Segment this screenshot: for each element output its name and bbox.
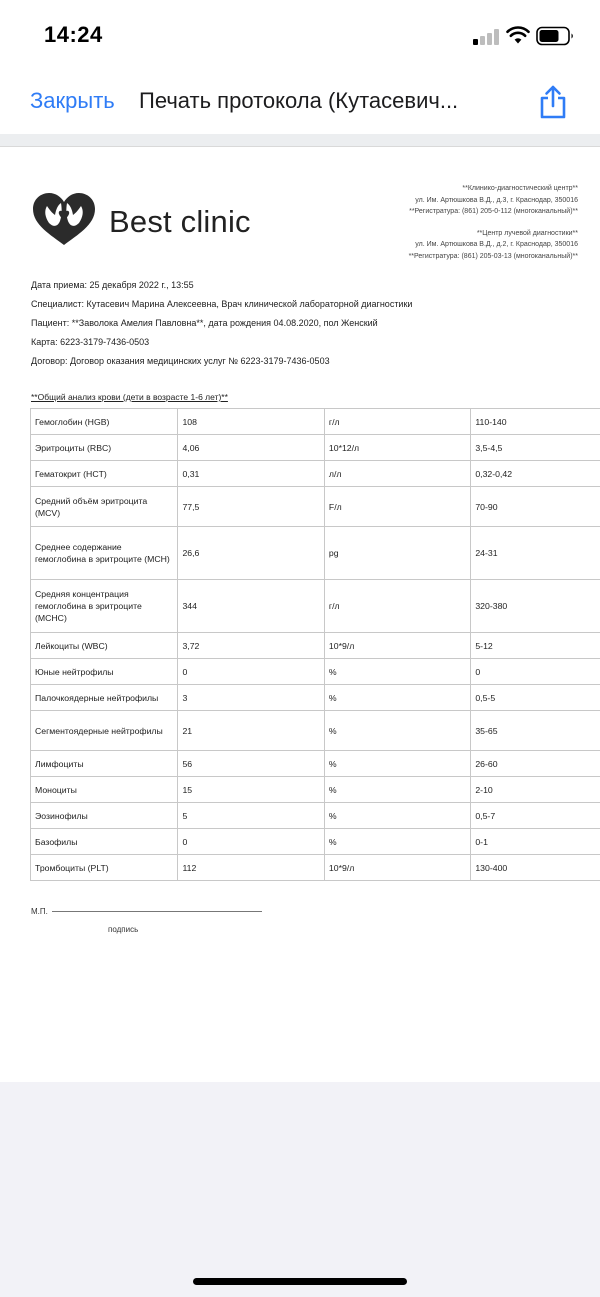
- test-reference: 320-380: [471, 580, 600, 633]
- test-unit: %: [324, 803, 470, 829]
- table-row: [31, 409, 600, 435]
- test-name: Тромбоциты (PLT): [31, 855, 178, 881]
- test-value: 56: [178, 751, 324, 777]
- clinic-contacts: [350, 183, 578, 272]
- table-row: [31, 751, 600, 777]
- test-name: Сегментоядерные нейтрофилы: [31, 711, 178, 751]
- table-row: [31, 855, 600, 881]
- test-name: Палочкоядерные нейтрофилы: [31, 685, 178, 711]
- test-reference: 130-400: [471, 855, 600, 881]
- test-value: 4,06: [178, 435, 324, 461]
- cellular-signal-icon: [473, 27, 501, 45]
- test-unit: 10*9/л: [324, 633, 470, 659]
- test-name: Средний объём эритроцита (MCV): [31, 487, 178, 527]
- test-name: Юные нейтрофилы: [31, 659, 178, 685]
- page-gap: [0, 134, 600, 146]
- test-reference: 5-12: [471, 633, 600, 659]
- share-icon[interactable]: [537, 84, 569, 120]
- page-title: Печать протокола (Кутасевич...: [139, 88, 459, 113]
- table-row: [31, 487, 600, 527]
- results-table: [30, 408, 600, 881]
- test-value: 0: [178, 659, 324, 685]
- stamp-label: М.П.: [31, 907, 48, 916]
- home-indicator[interactable]: [193, 1278, 407, 1285]
- test-name: Лейкоциты (WBC): [31, 633, 178, 659]
- test-unit: %: [324, 685, 470, 711]
- test-value: 112: [178, 855, 324, 881]
- center2-address: ул. Им. Артюшкова В.Д., д.2, г. Краснодар, 350016: [415, 241, 578, 248]
- test-value: 26,6: [178, 527, 324, 580]
- test-name: Гемоглобин (HGB): [31, 409, 178, 435]
- test-value: 0,31: [178, 461, 324, 487]
- table-row: [31, 659, 600, 685]
- table-row: [31, 685, 600, 711]
- test-reference: 35-65: [471, 711, 600, 751]
- test-value: 77,5: [178, 487, 324, 527]
- visit-details: [31, 279, 591, 374]
- test-name: Базофилы: [31, 829, 178, 855]
- clinic-logo-text: Best clinic: [109, 204, 251, 239]
- table-row: [31, 829, 600, 855]
- test-reference: 0: [471, 659, 600, 685]
- table-row: [31, 777, 600, 803]
- test-name: Эритроциты (RBC): [31, 435, 178, 461]
- table-row: [31, 580, 600, 633]
- test-unit: F/л: [324, 487, 470, 527]
- navigation-bar: [0, 70, 600, 134]
- status-bar: [0, 0, 600, 70]
- close-button[interactable]: Закрыть: [30, 88, 115, 113]
- test-unit: г/л: [324, 409, 470, 435]
- table-row: [31, 633, 600, 659]
- test-unit: %: [324, 777, 470, 803]
- test-unit: %: [324, 711, 470, 751]
- test-unit: %: [324, 659, 470, 685]
- test-reference: 110-140: [471, 409, 600, 435]
- test-reference: 0,5-5: [471, 685, 600, 711]
- center2-phone: **Регистратура: (861) 205-03-13 (многоканальный)**: [408, 252, 578, 260]
- clinic-logo: [31, 191, 271, 251]
- test-value: 0: [178, 829, 324, 855]
- specialist: Специалист: Кутасевич Марина Алексеевна, Врач клинической лабораторной диагностики: [31, 299, 413, 309]
- test-reference: 0,32-0,42: [471, 461, 600, 487]
- heart-hands-logo-icon: [31, 191, 97, 247]
- test-name: Лимфоциты: [31, 751, 178, 777]
- test-unit: 10*9/л: [324, 855, 470, 881]
- test-name: Моноциты: [31, 777, 178, 803]
- table-row: [31, 803, 600, 829]
- test-name: Средняя концентрация гемоглобина в эритроците (MCHC): [31, 580, 178, 633]
- table-row: [31, 461, 600, 487]
- test-reference: 3,5-4,5: [471, 435, 600, 461]
- test-name: Среднее содержание гемоглобина в эритроците (MCH): [31, 527, 178, 580]
- test-unit: %: [324, 829, 470, 855]
- test-reference: 24-31: [471, 527, 600, 580]
- table-row: [31, 527, 600, 580]
- test-reference: 0,5-7: [471, 803, 600, 829]
- test-value: 15: [178, 777, 324, 803]
- test-value: 344: [178, 580, 324, 633]
- print-preview-page[interactable]: [0, 146, 600, 1082]
- battery-icon: [536, 26, 576, 46]
- signature-line: [52, 911, 262, 912]
- test-unit: %: [324, 751, 470, 777]
- test-unit: pg: [324, 527, 470, 580]
- test-value: 108: [178, 409, 324, 435]
- test-value: 5: [178, 803, 324, 829]
- center1-address: ул. Им. Артюшкова В.Д., д.3, г. Краснодар, 350016: [415, 196, 578, 204]
- wifi-icon: [506, 25, 530, 45]
- test-reference: 26-60: [471, 751, 600, 777]
- center1-name: **Клинико-диагностический центр**: [462, 185, 578, 192]
- status-time: 14:24: [44, 22, 103, 47]
- patient: Пациент: **Заволока Амелия Павловна**, дата рождения 04.08.2020, пол Женский: [31, 318, 378, 328]
- test-value: 3,72: [178, 633, 324, 659]
- card-number: Карта: 6223-3179-7436-0503: [31, 337, 150, 347]
- center1-phone: **Регистратура: (861) 205-0-112 (многоканальный)**: [409, 208, 578, 215]
- table-row: [31, 711, 600, 751]
- visit-date: Дата приема: 25 декабря 2022 г., 13:55: [31, 280, 194, 290]
- test-unit: г/л: [324, 580, 470, 633]
- analysis-title: **Общий анализ крови (дети в возрасте 1-6 лет)**: [31, 392, 228, 402]
- contract: Договор: Договор оказания медицинских услуг № 6223-3179-7436-0503: [31, 356, 330, 366]
- test-unit: 10*12/л: [324, 435, 470, 461]
- test-value: 3: [178, 685, 324, 711]
- center2-name: **Центр лучевой диагностики**: [476, 229, 578, 237]
- test-reference: 70-90: [471, 487, 600, 527]
- test-reference: 2-10: [471, 777, 600, 803]
- test-reference: 0-1: [471, 829, 600, 855]
- test-value: 21: [178, 711, 324, 751]
- table-row: [31, 435, 600, 461]
- signature-caption: подпись: [108, 925, 139, 934]
- test-unit: л/л: [324, 461, 470, 487]
- test-name: Гематокрит (HCT): [31, 461, 178, 487]
- test-name: Эозинофилы: [31, 803, 178, 829]
